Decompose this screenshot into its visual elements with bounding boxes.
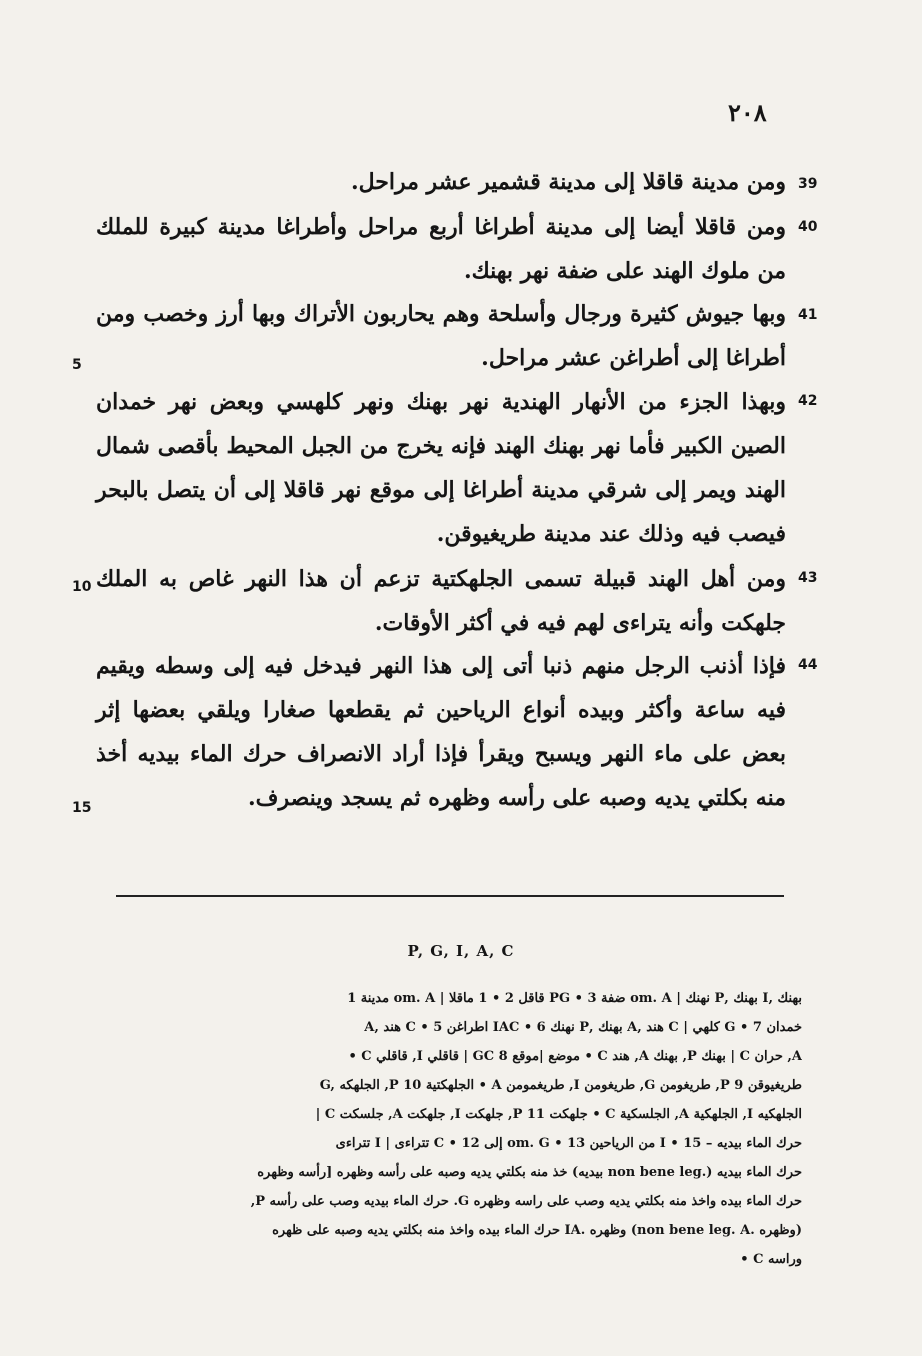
paragraph-number: 44 xyxy=(798,657,818,673)
apparatus-line: ,P حرك الماء بيديه وصب على رأسه .G حرك الماء بيده واخذ منه بكلتي يديه وصب على راسه وظهره xyxy=(250,1194,802,1209)
page-number: ٢٠٨ xyxy=(728,98,767,127)
paragraph-40: ومن قاقلا أيضا إلى مدينة أطراغا أربع مراحل وأطراغا مدينة كبيرة للملك من ملوك الهند على ضفة نهر بهنك. xyxy=(96,214,786,284)
apparatus-line: بهنك ,I بهنك ,P نهنك | om. A ضفة 3 • PG قاقل 2 • 1 ماقلا | om. A مدينة 1 xyxy=(347,991,802,1006)
line-number: 15 xyxy=(72,800,92,816)
paragraph-number: 40 xyxy=(798,219,818,235)
paragraph-number: 39 xyxy=(798,176,818,192)
apparatus-line: G, الجلهكه ,P الجلهكتية 10 • A طريغمومن ,I طريغومن ,G طريغومن ,P طريغيوقن 9 xyxy=(319,1078,802,1093)
apparatus-line: حرك الماء بيديه (.non bene leg بيديه) خذ منه بكلتي يديه وصبه على رأسه وظهره [رأسه وظهره xyxy=(257,1165,802,1180)
footnote-divider xyxy=(116,895,784,897)
paragraph-43: ومن أهل الهند قبيلة تسمى الجلهكتية تزعم أن هذا النهر غاص به الملك جلهكت وأنه يتراءى لهم فيه في أكثر الأوقات. xyxy=(96,566,786,636)
apparatus-line: | C جلسكت ,A جلهكت ,I جلهكت ,P جلهكت 11 • C الجلسكية ,A الجلهكية ,I الجلهكيه xyxy=(315,1107,802,1122)
paragraph-41: وبها جيوش كثيرة ورجال وأسلحة وهم يحاربون الأتراك وبها أرز وخصب ومن أطراغا إلى أطراغن عشر مراحل. xyxy=(96,301,786,371)
paragraph-number: 43 xyxy=(798,570,818,586)
apparatus-line: (وظهره .non bene leg. A) وظهره .IA حرك الماء بيده واخذ منه بكلتي يديه وصبه على ظهره xyxy=(272,1223,802,1238)
paragraph-39: ومن مدينة قاقلا إلى مدينة قشمير عشر مراحل. xyxy=(350,169,786,195)
apparatus-line: خمدان 7 • G كلهي | C هند ,A بهنك ,P نهنك 6 • IAC اطراغن 5 • C هند ,A xyxy=(364,1020,802,1035)
apparatus-line: • C قاقلي ,I قاقلي | GC موضع |موقع 8 • C هند ,A بهنك ,P بهنك | C حران ,A xyxy=(348,1049,802,1064)
paragraph-number: 42 xyxy=(798,393,818,409)
manuscript-sigla: P, G, I, A, C xyxy=(407,942,515,960)
paragraph-number: 41 xyxy=(798,307,818,323)
line-number: 10 xyxy=(72,579,92,595)
critical-apparatus xyxy=(112,984,802,1274)
line-number: 5 xyxy=(72,357,82,373)
apparatus-line: • C وراسه xyxy=(740,1252,802,1267)
paragraph-42: وبهذا الجزء من الأنهار الهندية نهر بهنك ونهر كلهسي وبعض نهر خمدان الصين الكبير فأما نهر بهنك الهند فإنه يخرج من الجبل المحيط بأقصى شمال الهند ويمر إلى شرقي مدينة أطراغا إلى موقع نهر قاقلا إلى أن يتصل بالبحر فيصب فيه وذلك عند مدينة طريغيوقن. xyxy=(96,389,786,547)
apparatus-line: حرك الماء بيديه – 15 • I من الرياحين 13 • om. G إلى 12 • C تتراءى | I تتراءى xyxy=(335,1136,802,1151)
paragraph-44: فإذا أذنب الرجل منهم ذنبا أتى إلى هذا النهر فيدخل فيه إلى وسطه ويقيم فيه ساعة وأكثر وبيده أنواع الرياحين ثم يقطعها صغارا ويلقي بعضها إثر بعض على ماء النهر ويسبح ويقرأ فإذا أراد الانصراف حرك الماء بيديه أخذ منه بكلتي يديه وصبه على رأسه وظهره ثم يسجد وينصرف. xyxy=(96,653,786,811)
